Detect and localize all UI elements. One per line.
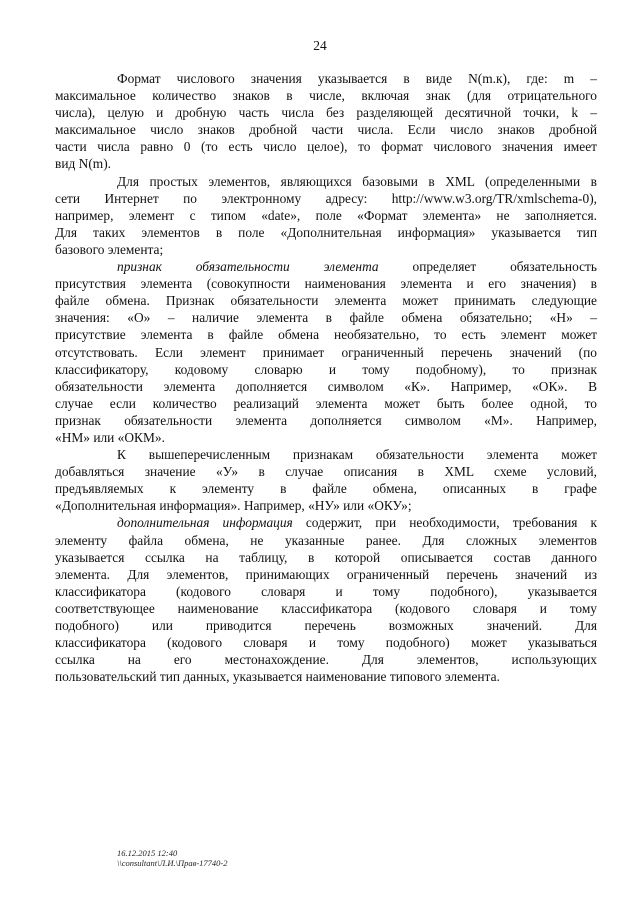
paragraph-required-flag [55,258,597,446]
footer-file-path: \\consultant\Л.И.\Прав-17740-2 [117,858,228,868]
text-fragment: содержит, при необходимости, требования к [305,515,597,531]
text-line: классификатора (кодового словаря и тому подобного), указывается [55,583,597,599]
text-line: элементу файла обмена, не указанные ранее. Для сложных элементов [55,532,597,548]
text-line: значения: «О» – наличие элемента в файле обмена обязательно; «Н» – [55,310,597,326]
text-line: присутствия элемента (совокупности наименования элемента и его значения) в [55,276,597,292]
text-line: файле обмена. Признак обязательности элемента может принимать следующие [55,293,597,309]
paragraph-simple-elements [55,173,597,258]
text-line: отсутствовать. Если элемент принимает ограниченный перечень значений (по [55,344,597,360]
text-line: указывается ссылка на таблицу, в которой описывается состав данного [55,549,597,565]
paragraph-conditional-flag [55,446,597,514]
paragraph-additional-info [55,514,597,685]
text-line: «НМ» или «ОКМ». [55,429,165,445]
text-line: признак обязательности элемента дополняется символом «М». Например, [55,412,597,428]
page-number: 24 [313,38,327,53]
term-additional-info: дополнительная информация [117,515,293,531]
text-line: Формат числового значения указывается в виде N(m.к), где: m – [117,71,597,86]
text-line: присутствие элемента в файле обмена необязательно, то есть элемент может [55,327,597,343]
body-text [55,70,597,685]
term-required-flag: признак обязательности элемента [117,259,379,275]
text-line: числа), целую и дробную часть числа без разделяющей десятичной точки, k – [55,105,597,121]
text-line: вид N(m). [55,156,112,172]
text-line: ссылка на его местонахождение. Для элементов, использующих [55,652,597,668]
text-line: максимальное количество знаков в числе, включая знак (для отрицательного [55,88,597,104]
text-line: подобного) или приводится перечень возможных значений. Для [55,618,597,633]
text-line: предъявляемых к элементу в файле обмена, описанных в графе [55,481,597,497]
text-line: соответствующее наименование классификатора (кодового словаря и тому [55,600,597,616]
text-line: элемента. Для элементов, принимающих ограниченный перечень значений из [55,566,597,582]
text-line: части числа равно 0 (то есть число целое), то формат числового значения имеет [55,139,597,155]
text-fragment: определяет обязательность [412,259,597,275]
text-line: пользовательский тип данных, указывается наименование типового элемента. [55,669,500,685]
text-line: классификатора (кодового словаря и тому подобного) может указываться [55,635,597,651]
text-line: классификатору, кодовому словарю и тому подобному), то признак [55,361,597,377]
footer-timestamp: 16.12.2015 12:40 [117,848,178,858]
text-line: максимальное число знаков дробной части числа. Если число знаков дробной [55,122,597,138]
text-line [117,514,597,531]
text-line: Для таких элементов в поле «Дополнительная информация» указывается тип [55,224,597,240]
text-line: обязательности элемента дополняется символом «К». Например, «ОК». В [55,378,597,394]
text-line [117,258,597,275]
paragraph-number-format [55,70,597,173]
document-footer-stamp [117,848,228,868]
text-line: добавляться значение «У» в случае описания в XML схеме условий, [55,464,597,480]
text-line: базового элемента; [55,241,164,257]
text-line: например, элемент с типом «date», поле «Формат элемента» не заполняется. [55,207,597,223]
text-line: случае если количество реализаций элемента может быть более одной, то [55,395,597,411]
text-line: К вышеперечисленным признакам обязательности элемента может [117,447,597,463]
text-line: сети Интернет по электронному адресу: http://www.w3.org/TR/xmlschema-0), [55,190,597,206]
text-line: «Дополнительная информация». Например, «НУ» или «ОКУ»; [55,498,412,514]
text-line: Для простых элементов, являющихся базовыми в XML (определенными в [117,173,597,189]
